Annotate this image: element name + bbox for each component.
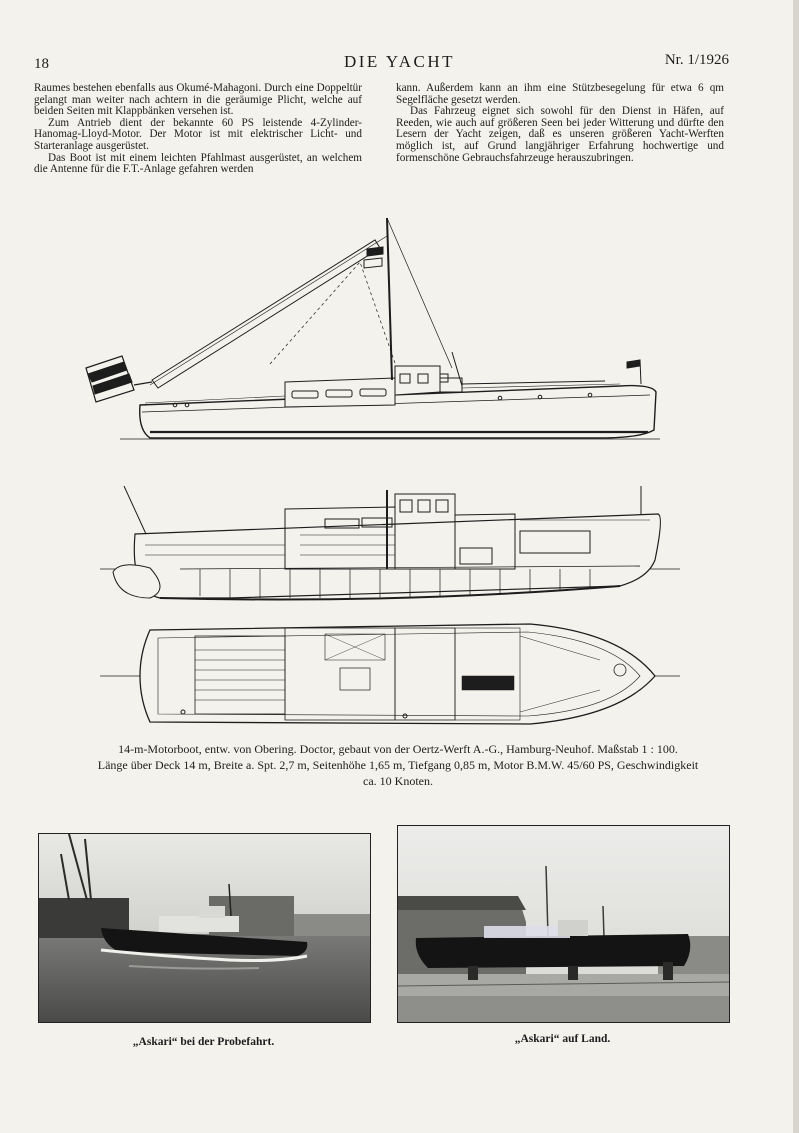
figure-caption-line: ca. 10 Knoten.	[363, 774, 433, 788]
boat-underway-photo	[39, 834, 370, 1022]
photo-caption: „Askari“ auf Land.	[514, 1033, 611, 1045]
photo-on-land	[397, 825, 730, 1023]
article-paragraph: Das Fahrzeug eignet sich sowohl für den Dienst in Häfen, auf Reeden, wie auch auf größeren Seen bei jeder Witterung und dürfte den Lesern der Yacht zeigen, daß es unseren größeren Yacht-Werften möglich ist, auf Grund langjähriger Erfahrung hochwertige und formenschöne Gebrauchsfahrzeuge herauszubringen.	[396, 105, 724, 164]
photo-caption: „Askari“ bei der Probefahrt.	[132, 1036, 275, 1048]
figure-caption	[40, 741, 756, 789]
photo-trial-run	[38, 833, 371, 1023]
issue-number: Nr. 1/1926	[664, 52, 729, 68]
side-elevation	[86, 218, 660, 439]
figure-caption-line: Länge über Deck 14 m, Breite a. Spt. 2,7 m, Seitenhöhe 1,65 m, Tiefgang 0,85 m, Motor B.M.W. 45/60 PS, Geschwindigkeit	[97, 758, 699, 772]
article-paragraph: kann. Außerdem kann an ihm eine Stützbesegelung für etwa 6 qm Segelfläche gesetzt werden.	[396, 82, 724, 106]
article-paragraph: Zum Antrieb dient der bekannte 60 PS leistende 4-Zylinder-Hanomag-Lloyd-Motor. Der Motor ist mit elektrischer Licht- und Starteranlage ausgerüstet.	[34, 116, 362, 152]
figure-caption-line: 14-m-Motorboot, entw. von Obering. Doctor, gebaut von der Oertz-Werft A.-G., Hamburg-Neuhof. Maßstab 1 : 100.	[118, 742, 678, 756]
deck-plan	[100, 624, 680, 724]
ensign-flag	[86, 356, 152, 402]
article-paragraph: Das Boot ist mit einem leichten Pfahlmast ausgerüstet, an welchem die Antenne für die F.T.-Anlage gefahren werden	[34, 151, 362, 176]
boat-on-land-photo	[398, 826, 729, 1022]
article-paragraph: Raumes bestehen ebenfalls aus Okumé-Mahagoni. Durch eine Doppeltür gelangt man weiter nach achtern in die geräumige Plicht, welche auf beiden Seiten mit Klappbänken versehen ist.	[34, 82, 362, 118]
magazine-title: DIE YACHT	[343, 52, 456, 71]
longitudinal-section	[100, 486, 680, 600]
page-number: 18	[34, 56, 49, 72]
